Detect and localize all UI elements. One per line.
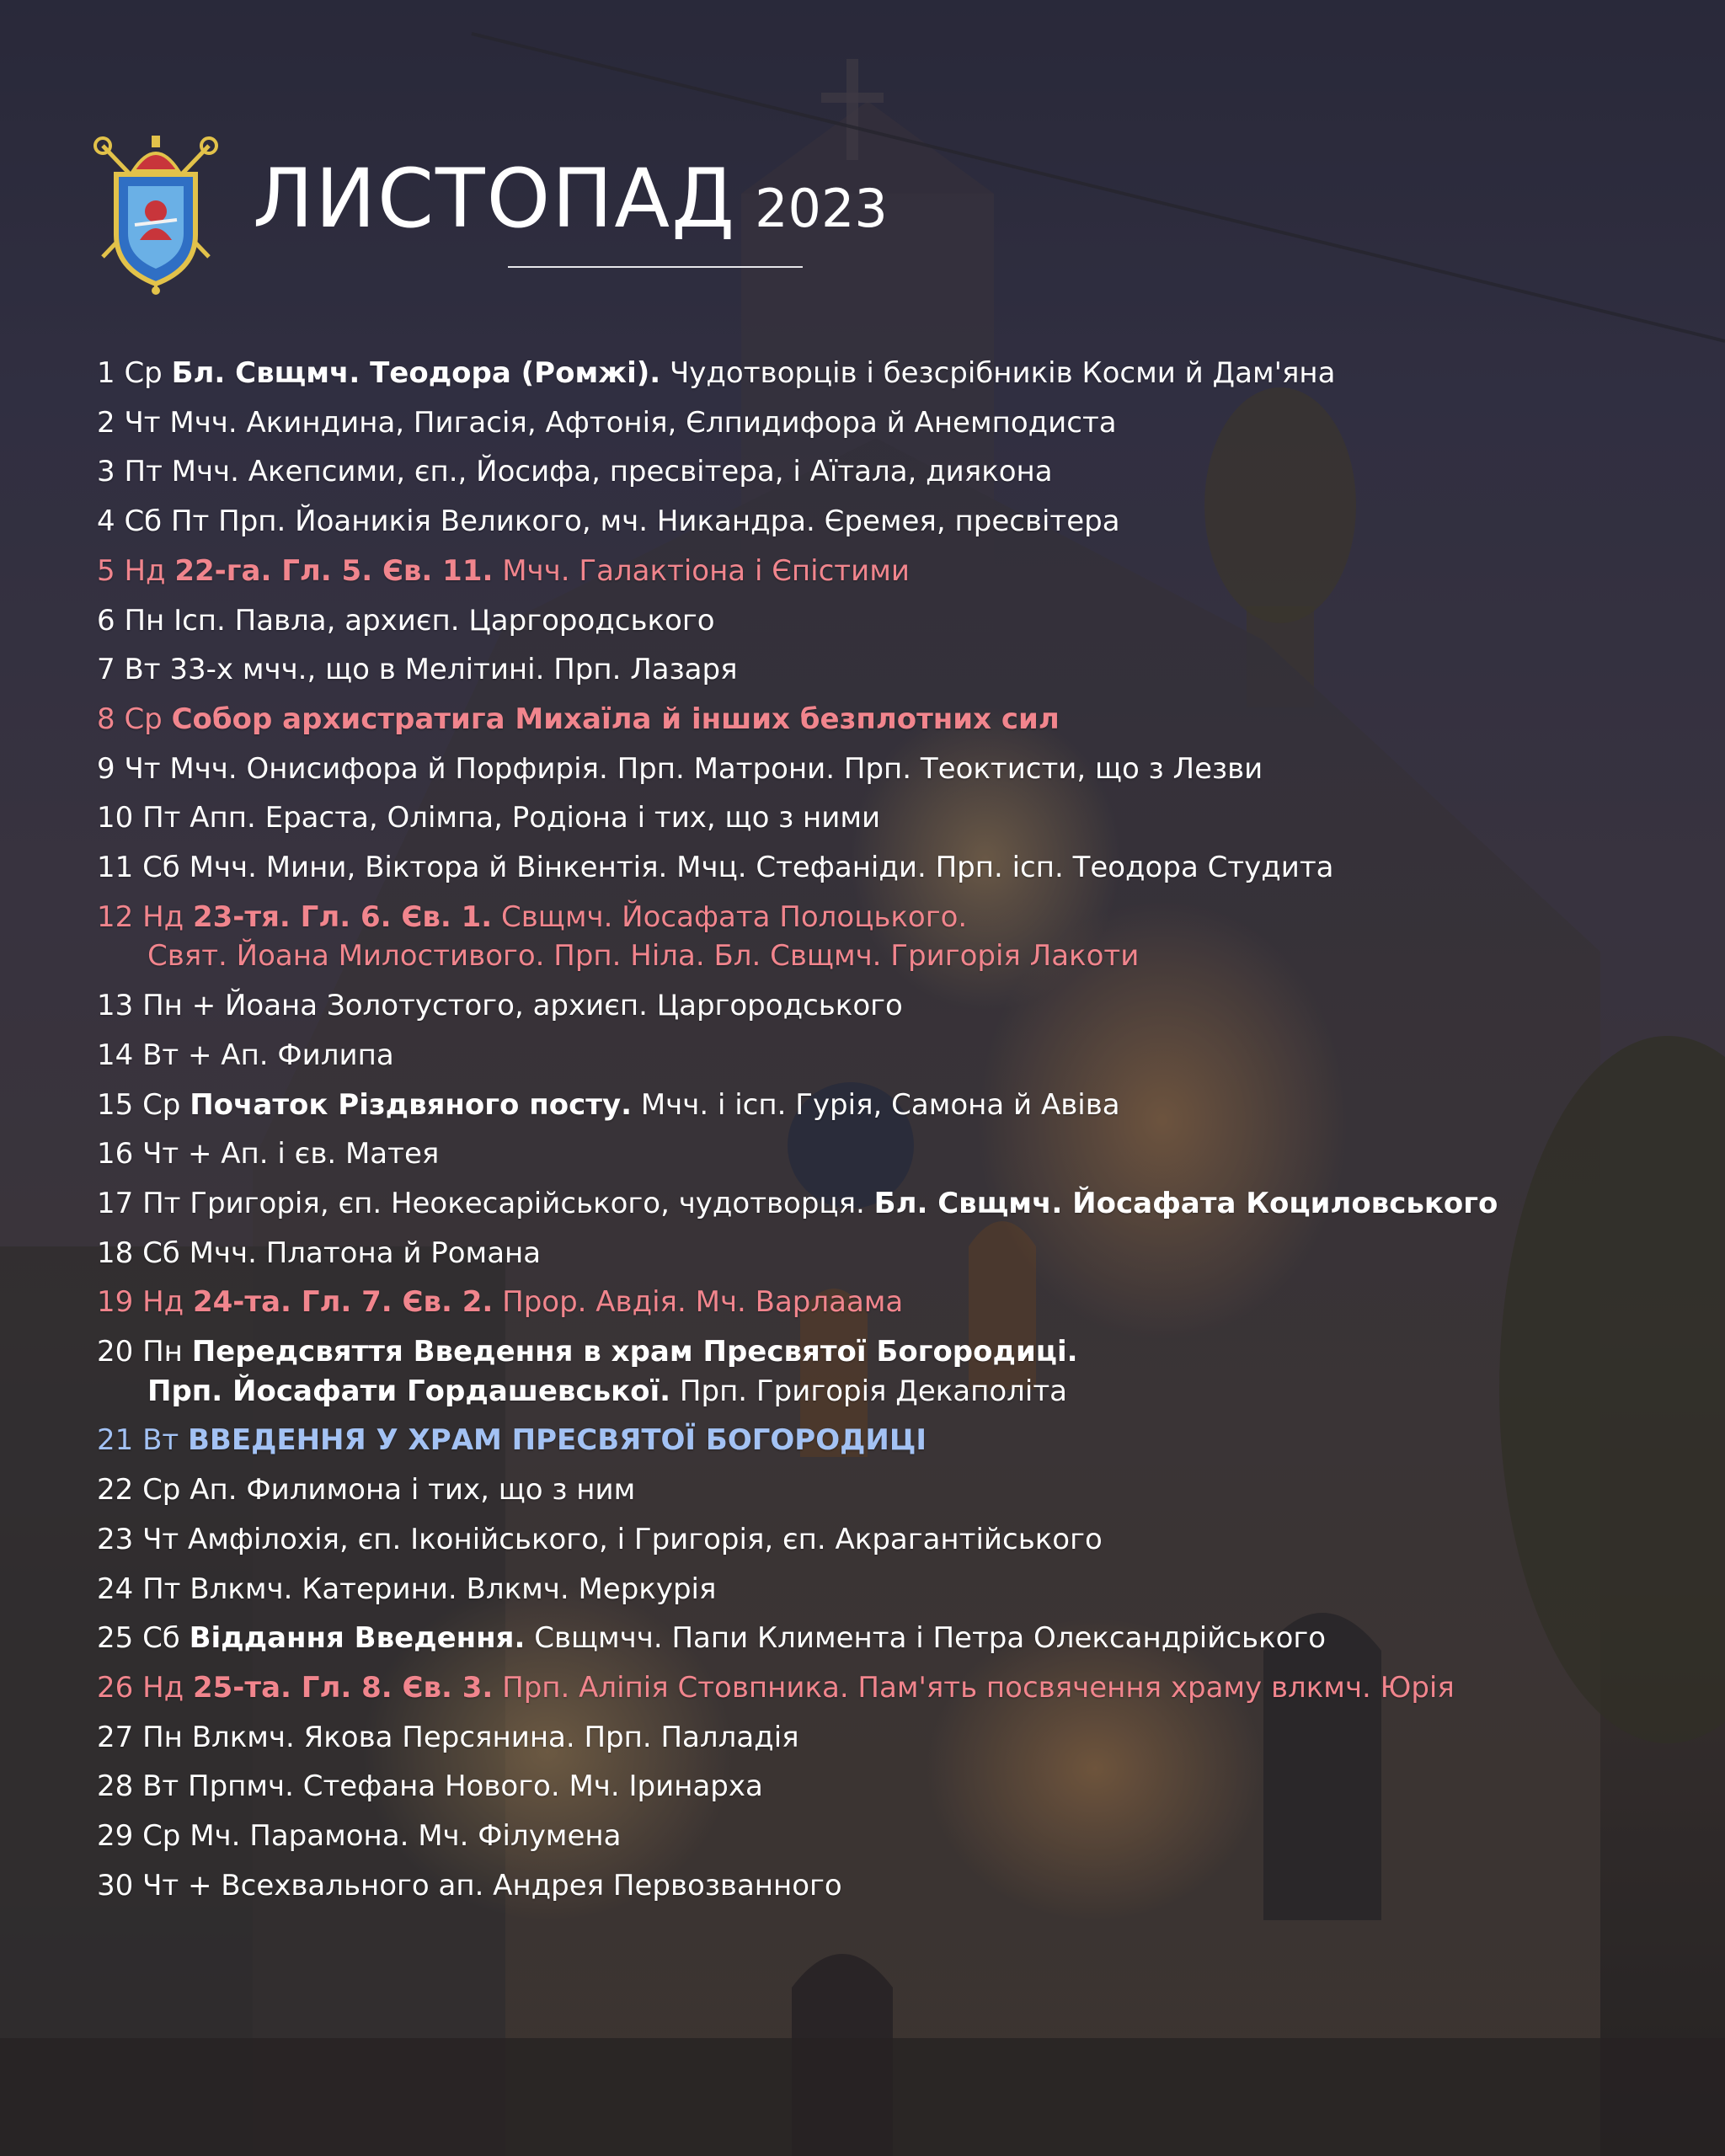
calendar-row [97, 1713, 1697, 1763]
coat-of-arms-icon [93, 131, 219, 295]
calendar-row [97, 1031, 1697, 1081]
calendar-row [97, 1861, 1697, 1911]
day-label: 21 Вт [97, 1423, 179, 1458]
day-label: 13 Пн [97, 989, 183, 1023]
day-label: 23 Чт [97, 1522, 179, 1556]
feast-text: Амфілохія, єп. Іконійського, і Григорія, єп. Акрагантійського [188, 1522, 1103, 1556]
day-label: 4 Сб [97, 504, 163, 539]
calendar-row [97, 793, 1697, 843]
feast-text: Прпмч. Стефана Нового. Мч. Іринарха [188, 1769, 763, 1804]
title-underline [508, 266, 803, 268]
feast-text: Прп. Йосафати Гордашевської. [147, 1374, 671, 1408]
calendar-row [97, 744, 1697, 794]
feast-text: Мчч. і ісп. Гурія, Самона й Авіва [632, 1087, 1120, 1122]
feast-text: Бл. Свщмч. Теодора (Ромжі). [171, 356, 661, 390]
feast-text: Чудотворців і безсрібників Косми й Дам'яна [660, 356, 1336, 390]
day-label: 9 Чт [97, 751, 161, 786]
day-label: 20 Пн [97, 1335, 183, 1369]
feast-text: Влкмч. Якова Персянина. Прп. Палладія [191, 1720, 799, 1754]
calendar-row [97, 349, 1697, 398]
day-label: 28 Вт [97, 1769, 179, 1804]
day-label: 19 Нд [97, 1285, 184, 1320]
calendar-row [97, 843, 1697, 893]
day-label: 6 Пн [97, 603, 165, 638]
day-label: 15 Ср [97, 1087, 181, 1122]
feast-text: Апп. Ераста, Олімпа, Родіона і тих, що з ними [190, 801, 881, 835]
calendar-row [97, 645, 1697, 695]
feast-text: Мчч. Акиндина, Пигасія, Афтонія, Єлпидифора й Анемподиста [169, 405, 1117, 440]
feast-text: ВВЕДЕННЯ У ХРАМ ПРЕСВЯТОЇ БОГОРОДИЦІ [188, 1423, 927, 1458]
feast-text: + Ап. і єв. Матея [188, 1137, 440, 1171]
calendar-row [97, 695, 1697, 744]
day-label: 29 Ср [97, 1819, 181, 1854]
calendar-row [97, 1179, 1697, 1229]
day-label: 26 Нд [97, 1670, 184, 1705]
feast-text: Мчч. Акепсими, єп., Йосифа, пресвітера, і Аїтала, диякона [171, 455, 1053, 489]
calendar-row [97, 497, 1697, 547]
year-title: 2023 [755, 178, 888, 239]
day-label: 8 Ср [97, 702, 163, 736]
feast-text: Собор архистратига Михаїла й інших безплотних сил [171, 702, 1060, 736]
calendar-row [97, 1465, 1697, 1515]
feast-text: Віддання Введення. [189, 1621, 526, 1656]
day-label: 27 Пн [97, 1720, 183, 1754]
feast-text: Прп. Григорія Декаполіта [670, 1374, 1067, 1408]
feast-text: + Ап. Филипа [188, 1038, 394, 1072]
calendar-row [97, 1762, 1697, 1812]
calendar-row [97, 1278, 1697, 1327]
feast-text: Мчч. Галактіона і Єпістими [493, 553, 910, 588]
feast-text: Мч. Парамона. Мч. Філумена [190, 1819, 622, 1854]
day-label: 30 Чт [97, 1868, 179, 1903]
calendar-row [97, 1129, 1697, 1179]
feast-text: Мчч. Мини, Віктора й Вінкентія. Мчц. Стефаніди. Прп. ісп. Теодора Студита [189, 851, 1334, 885]
feast-text: Ап. Филимона і тих, що з ним [190, 1473, 636, 1508]
calendar-row [97, 596, 1697, 646]
feast-text: + Всехвального ап. Андрея Первозванного [188, 1868, 842, 1903]
day-label: 11 Сб [97, 851, 180, 885]
day-label: 17 Пт [97, 1186, 181, 1220]
feast-text: Пт Прп. Йоаникія Великого, мч. Никандра. Єремея, пресвітера [170, 504, 1120, 539]
calendar-row [97, 1614, 1697, 1663]
calendar-row [97, 1515, 1697, 1565]
calendar-row-continuation [97, 1367, 1697, 1417]
day-label: 10 Пт [97, 801, 181, 835]
day-label: 25 Сб [97, 1621, 180, 1656]
feast-text: Мчч. Платона й Романа [189, 1235, 542, 1270]
feast-text: Прор. Авдія. Мч. Варлаама [493, 1285, 904, 1320]
feast-text: Бл. Свщмч. Йосафата Коциловського [873, 1186, 1498, 1220]
calendar-row [97, 398, 1697, 448]
feast-text: Ісп. Павла, архиєп. Царгородського [174, 603, 715, 638]
calendar-row [97, 1081, 1697, 1130]
day-label: 18 Сб [97, 1235, 180, 1270]
calendar-row [97, 1229, 1697, 1278]
day-label: 24 Пт [97, 1572, 181, 1606]
calendar-row [97, 447, 1697, 497]
day-label: 5 Нд [97, 553, 166, 588]
feast-text: Свщмч. Йосафата Полоцького. [492, 899, 968, 934]
feast-text: 22-га. Гл. 5. Єв. 11. [174, 553, 494, 588]
calendar-list [97, 349, 1697, 1911]
day-label: 14 Вт [97, 1038, 179, 1072]
feast-text: Свят. Йоана Милостивого. Прп. Ніла. Бл. Свщмч. Григорія Лакоти [147, 939, 1140, 974]
calendar-row [97, 1812, 1697, 1861]
feast-text: + Йоана Золотустого, архиєп. Царгородського [191, 989, 903, 1023]
feast-text: Влкмч. Катерини. Влкмч. Меркурія [190, 1572, 717, 1606]
month-title: ЛИСТОПАД [253, 152, 737, 246]
header [0, 0, 1725, 303]
day-label: 16 Чт [97, 1137, 179, 1171]
day-label: 7 Вт [97, 653, 161, 687]
feast-text: Григорія, єп. Неокесарійського, чудотворця. [190, 1186, 874, 1220]
day-label: 12 Нд [97, 899, 184, 934]
calendar-row-continuation [97, 931, 1697, 981]
calendar-row [97, 547, 1697, 596]
calendar-row [97, 1565, 1697, 1614]
feast-text: 24-та. Гл. 7. Єв. 2. [192, 1285, 494, 1320]
calendar-row [97, 1416, 1697, 1465]
feast-text: 25-та. Гл. 8. Єв. 3. [192, 1670, 494, 1705]
day-label: 3 Пт [97, 455, 163, 489]
page-title [253, 152, 888, 246]
feast-text: 23-тя. Гл. 6. Єв. 1. [192, 899, 493, 934]
feast-text: 33-х мчч., що в Мелітині. Прп. Лазаря [169, 653, 738, 687]
day-label: 2 Чт [97, 405, 161, 440]
feast-text: Початок Різдвяного посту. [190, 1087, 633, 1122]
day-label: 1 Ср [97, 356, 163, 390]
feast-text: Мчч. Онисифора й Порфирія. Прп. Матрони. Прп. Теоктисти, що з Лезви [169, 751, 1263, 786]
calendar-row [97, 1663, 1697, 1713]
calendar-row [97, 981, 1697, 1031]
feast-text: Свщмчч. Папи Климента і Петра Олександрійського [525, 1621, 1327, 1656]
feast-text: Передсвяття Введення в храм Пресвятої Богородиці. [191, 1335, 1078, 1369]
day-label: 22 Ср [97, 1473, 181, 1508]
feast-text: Прп. Аліпія Стовпника. Пам'ять посвячення храму влкмч. Юрія [493, 1670, 1455, 1705]
